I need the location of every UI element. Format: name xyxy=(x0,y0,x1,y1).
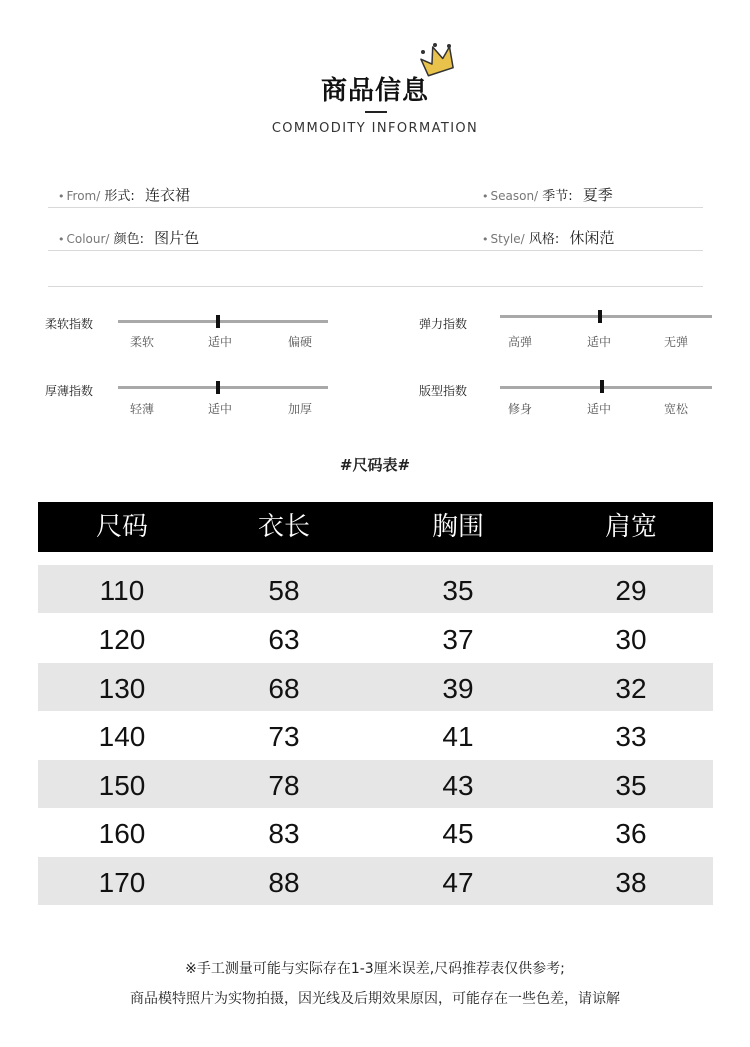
info-colour xyxy=(58,227,199,248)
table-cell: 83 xyxy=(268,818,300,849)
info-label: 颜色: xyxy=(113,232,145,247)
page-subtitle: COMMODITY INFORMATION xyxy=(271,121,479,136)
measurement-note: ※手工测量可能与实际存在1-3厘米误差,尺码推荐表仅供参考; xyxy=(185,961,565,977)
info-separator xyxy=(48,207,703,208)
info-label: 风格: xyxy=(528,232,560,247)
table-cell: 150 xyxy=(98,770,146,801)
slider-tick: 加厚 xyxy=(287,402,312,416)
bullet-icon: • xyxy=(482,190,489,203)
size-chart-title: #尺码表# xyxy=(339,456,411,474)
info-en-label: Season/ xyxy=(490,189,539,203)
table-row xyxy=(38,663,713,711)
slider-marker xyxy=(216,315,220,328)
slider-tick: 适中 xyxy=(586,402,611,416)
info-form xyxy=(58,184,190,205)
table-cell: 29 xyxy=(615,575,647,606)
slider-tick: 适中 xyxy=(586,335,611,349)
table-cell: 160 xyxy=(98,818,146,849)
info-en-label: Colour/ xyxy=(66,232,110,246)
info-value: 休闲范 xyxy=(569,229,615,247)
info-season xyxy=(482,184,613,205)
table-cell: 43 xyxy=(442,770,474,801)
info-separator xyxy=(48,286,703,287)
table-cell: 36 xyxy=(615,818,647,849)
title-divider xyxy=(365,111,387,113)
column-header-size: 尺码 xyxy=(95,512,148,542)
bullet-icon: • xyxy=(482,233,489,246)
table-row xyxy=(38,711,713,759)
table-cell: 58 xyxy=(268,575,300,606)
info-en-label: From/ xyxy=(66,189,101,203)
table-cell: 37 xyxy=(442,624,474,655)
info-value: 连衣裙 xyxy=(144,186,190,204)
table-cell: 78 xyxy=(268,770,300,801)
table-cell: 130 xyxy=(98,673,146,704)
table-cell: 30 xyxy=(615,624,647,655)
slider-label-elasticity: 弹力指数 xyxy=(419,317,468,331)
slider-track xyxy=(500,386,712,389)
table-cell: 68 xyxy=(268,673,300,704)
slider-tick: 柔软 xyxy=(129,335,154,349)
slider-track xyxy=(500,315,712,318)
column-header-length: 衣长 xyxy=(257,512,310,542)
table-cell: 41 xyxy=(442,721,474,752)
slider-marker xyxy=(600,380,604,393)
color-disclaimer: 商品模特照片为实物拍摄，因光线及后期效果原因，可能存在一些色差，请谅解 xyxy=(130,991,620,1007)
slider-tick: 高弹 xyxy=(507,335,532,349)
info-label: 形式: xyxy=(104,189,135,204)
info-value: 图片色 xyxy=(154,229,200,247)
slider-tick: 修身 xyxy=(507,402,532,416)
bullet-icon: • xyxy=(58,233,65,246)
info-style xyxy=(482,227,614,248)
bullet-icon: • xyxy=(58,190,65,203)
table-cell: 63 xyxy=(268,624,300,655)
slider-tick: 轻薄 xyxy=(129,402,154,416)
slider-label-fit: 版型指数 xyxy=(419,384,468,398)
slider-label-thickness: 厚薄指数 xyxy=(45,384,94,398)
size-table-header xyxy=(38,502,713,552)
info-value: 夏季 xyxy=(582,186,613,204)
table-cell: 110 xyxy=(99,575,145,606)
slider-track xyxy=(118,386,328,389)
slider-tick: 无弹 xyxy=(663,335,688,349)
slider-marker xyxy=(216,381,220,394)
table-cell: 33 xyxy=(615,721,647,752)
table-cell: 73 xyxy=(268,721,300,752)
slider-tick: 偏硬 xyxy=(287,335,312,349)
crown-icon xyxy=(418,42,458,78)
table-cell: 39 xyxy=(442,673,474,704)
table-cell: 88 xyxy=(268,867,300,898)
table-row xyxy=(38,565,713,613)
slider-tick: 适中 xyxy=(207,402,232,416)
table-cell: 120 xyxy=(98,624,146,655)
info-label: 季节: xyxy=(542,189,573,204)
table-cell: 35 xyxy=(615,770,647,801)
table-row xyxy=(38,760,713,808)
table-cell: 170 xyxy=(98,867,146,898)
slider-marker xyxy=(598,310,602,323)
table-cell: 47 xyxy=(442,867,474,898)
info-en-label: Style/ xyxy=(490,232,525,246)
table-cell: 38 xyxy=(615,867,647,898)
table-row xyxy=(38,614,713,662)
slider-tick: 宽松 xyxy=(663,402,688,416)
table-cell: 35 xyxy=(442,575,474,606)
column-header-shoulder: 肩宽 xyxy=(604,512,657,542)
table-row xyxy=(38,808,713,856)
table-cell: 32 xyxy=(615,673,647,704)
page-title: 商品信息 xyxy=(320,76,429,106)
column-header-bust: 胸围 xyxy=(431,512,484,542)
slider-label-softness: 柔软指数 xyxy=(45,317,94,331)
slider-tick: 适中 xyxy=(207,335,232,349)
table-row xyxy=(38,857,713,905)
info-separator xyxy=(48,250,703,251)
table-cell: 140 xyxy=(98,721,146,752)
table-cell: 45 xyxy=(442,818,474,849)
slider-track xyxy=(118,320,328,323)
